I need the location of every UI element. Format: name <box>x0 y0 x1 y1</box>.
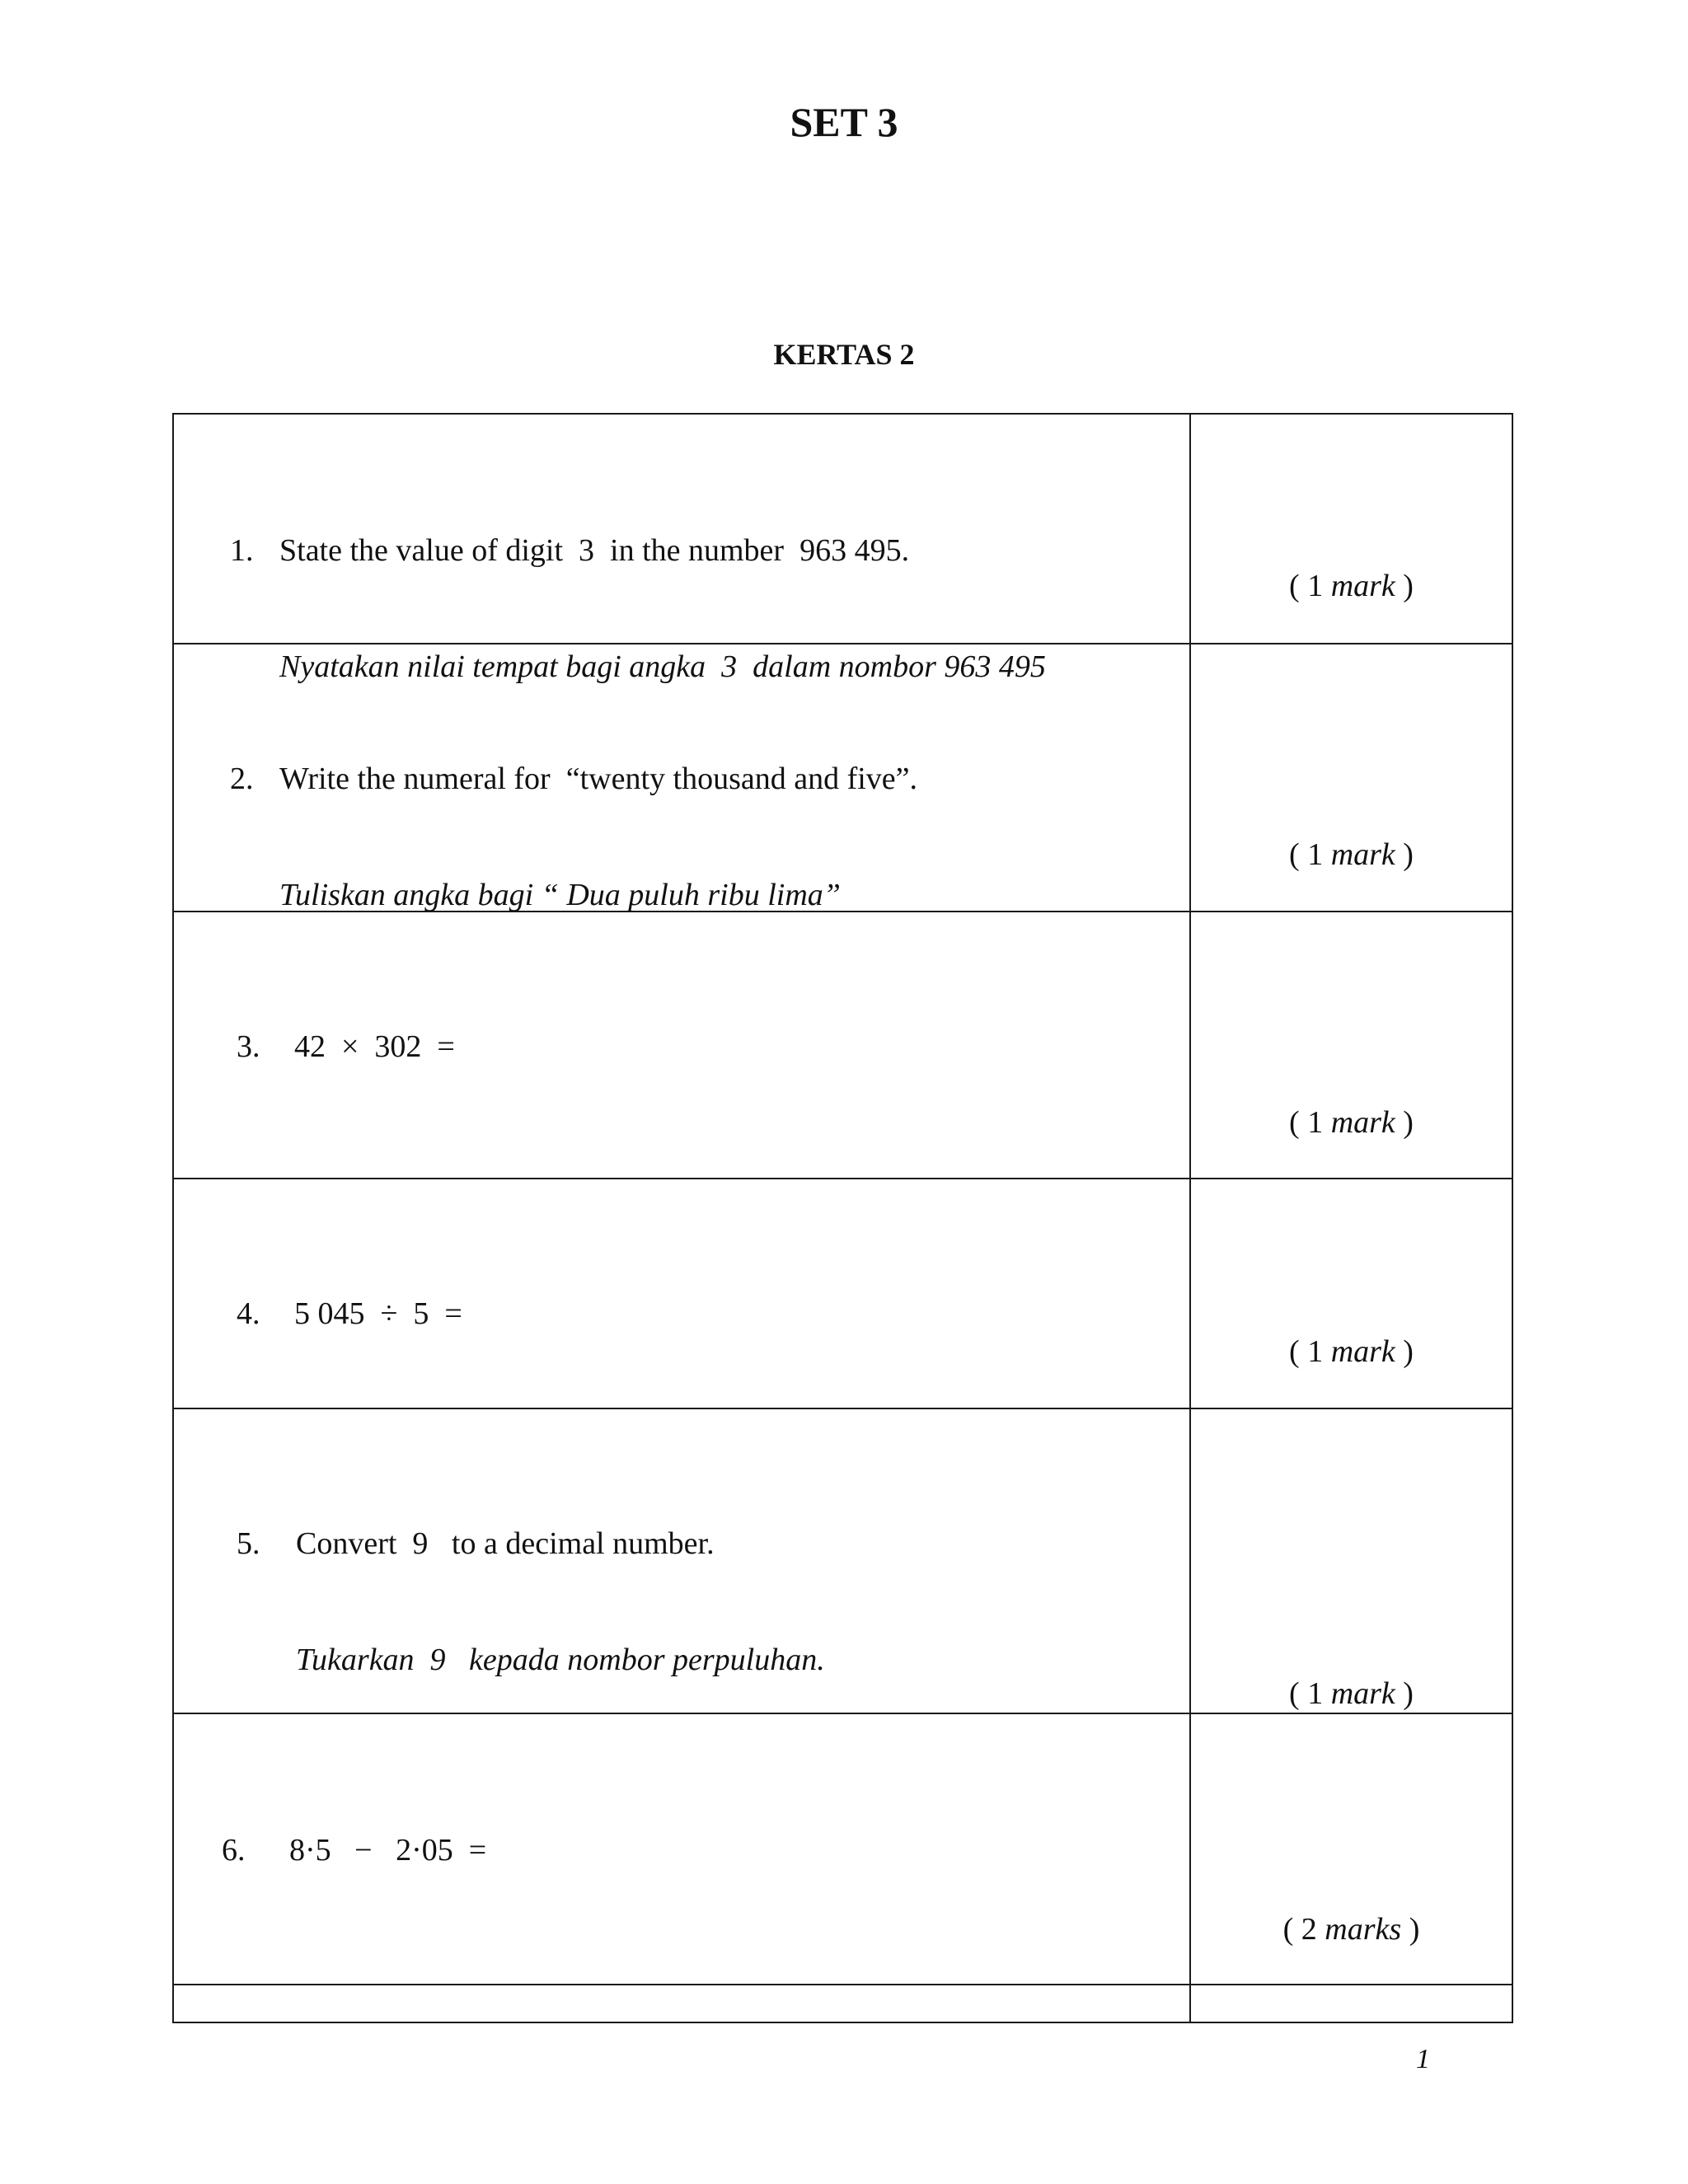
answer-cell[interactable] <box>1190 1713 1512 1985</box>
mark-label: ( 1 mark ) <box>1289 1105 1414 1140</box>
question-number: 5. <box>237 1526 260 1561</box>
question-text <box>222 1754 486 1947</box>
empty-cell <box>1190 1985 1512 2022</box>
question-expression: 42 × 302 = <box>294 1029 455 1064</box>
page-number: 1 <box>1416 2044 1430 2074</box>
question-row <box>173 414 1512 644</box>
question-number: 3. <box>237 1029 260 1064</box>
question-table <box>172 413 1513 2023</box>
question-row <box>173 1408 1512 1713</box>
mark-label: ( 1 mark ) <box>1289 1676 1414 1711</box>
paper-title: KERTAS 2 <box>773 338 915 371</box>
question-malay: Tukarkan 9 kepada nombor perpuluhan. <box>296 1643 825 1677</box>
question-cell <box>173 414 1190 684</box>
question-row <box>173 1179 1512 1408</box>
question-row <box>173 912 1512 1179</box>
question-text <box>237 950 455 1144</box>
empty-cell <box>173 1985 1190 2022</box>
question-row <box>173 1713 1512 1985</box>
question-english: Write the numeral for “twenty thousand and five”. <box>279 762 918 796</box>
question-malay: Nyatakan nilai tempat bagi angka 3 dalam nombor 963 495 <box>279 649 1046 684</box>
question-number: 4. <box>237 1296 260 1331</box>
answer-cell[interactable] <box>1190 1179 1512 1408</box>
question-cell <box>173 644 1190 912</box>
question-cell <box>173 1713 1190 1985</box>
answer-cell[interactable] <box>1190 644 1512 912</box>
question-cell <box>173 1408 1190 1713</box>
set-title: SET 3 <box>790 99 898 145</box>
mark-label: ( 2 marks ) <box>1282 1912 1420 1947</box>
question-number: 6. <box>222 1833 246 1868</box>
question-cell <box>173 912 1190 1179</box>
question-english: State the value of digit 3 in the number 963 495. <box>279 533 910 568</box>
question-expression: 5 045 ÷ 5 = <box>294 1296 462 1331</box>
question-number: 1. <box>230 533 254 568</box>
question-english: Convert 9 to a decimal number. <box>296 1526 715 1561</box>
answer-cell[interactable] <box>1190 1408 1512 1713</box>
mark-label: ( 1 mark ) <box>1289 1334 1414 1369</box>
question-malay: Tuliskan angka bagi “ Dua puluh ribu lima” <box>279 878 841 912</box>
answer-cell[interactable] <box>1190 414 1512 644</box>
question-expression: 8·5 − 2·05 = <box>289 1833 487 1868</box>
question-text <box>237 1447 825 1757</box>
question-cell <box>173 1179 1190 1408</box>
mark-label: ( 1 mark ) <box>1289 837 1414 872</box>
answer-cell[interactable] <box>1190 912 1512 1179</box>
mark-label: ( 1 mark ) <box>1289 569 1414 603</box>
question-number: 2. <box>230 762 254 796</box>
question-row <box>173 644 1512 912</box>
empty-row <box>173 1985 1512 2022</box>
question-text <box>237 1217 462 1411</box>
